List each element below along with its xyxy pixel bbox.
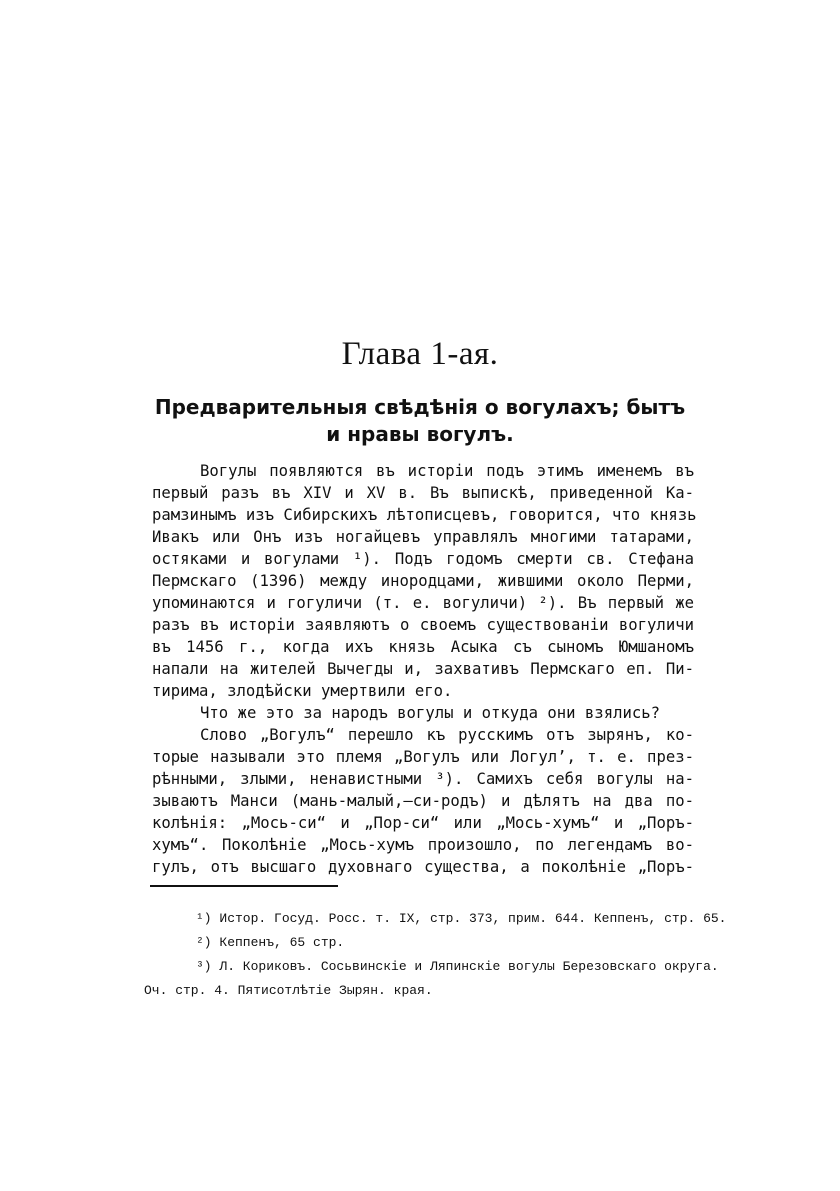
text-line: Пермскаго (1396) между инородцами, жившими около Перми, [152,572,694,590]
footnotes [144,907,727,1003]
text-line: торые называли это племя „Вогулъ или Логул’, т. е. през- [152,748,694,766]
footnote: ²) Кеппенъ, 65 стр. [196,935,345,950]
text-line: въ 1456 г., когда ихъ князь Асыка съ сыномъ Юмшаномъ [152,638,694,656]
footnote-divider [150,885,338,887]
chapter-title: Глава 1-ая. [341,336,499,372]
footnote: ³) Л. Кориковъ. Сосьвинскіе и Ляпинскіе вогулы Березовскаго округа. [196,959,719,974]
text-line: Ивакъ или Онъ изъ ногайцевъ управлялъ многими татарами, [152,528,694,546]
footnote: Оч. стр. 4. Пятисотлѣтіе Зырян. края. [144,983,433,998]
text-line: рѣнными, злыми, ненавистными ³). Самихъ себя вогулы на- [152,770,694,788]
text-line: рамзинымъ изъ Сибирскихъ лѣтописцевъ, говорится, что князь [152,506,697,524]
text-line: упоминаются и гогуличи (т. е. вогуличи) ²). Въ первый же [152,594,694,612]
footnote: ¹) Истор. Госуд. Росс. т. IX, стр. 373, прим. 644. Кеппенъ, стр. 65. [196,911,727,926]
text-line: разъ въ исторіи заявляютъ о своемъ существованіи вогуличи [152,616,694,634]
text-line: остяками и вогулами ¹). Подъ годомъ смерти св. Стефана [152,550,694,568]
subtitle-line: и нравы вогулъ. [326,422,514,446]
text-line: тирима, злодѣйски умертвили его. [152,682,453,700]
text-line: хумъ“. Поколѣніе „Мось-хумъ произошло, по легендамъ во- [152,836,694,854]
subtitle-line: Предварительныя свѣдѣнія о вогулахъ; бытъ [154,395,686,419]
text-line: напали на жителей Вычегды и, захвативъ Пермскаго еп. Пи- [152,660,694,678]
text-line: Что же это за народъ вогулы и откуда они взялись? [200,704,661,722]
text-line: Слово „Вогулъ“ перешло къ русскимъ отъ зырянъ, ко- [200,726,694,744]
text-line: гулъ, отъ высшаго духовнаго существа, а поколѣніе „Поръ- [152,858,694,876]
text-line: первый разъ въ XIV и XV в. Въ выпискѣ, приведенной Ка- [152,484,694,502]
chapter-subtitle [140,394,700,448]
text-line: колѣнія: „Мось-си“ и „Пор-си“ или „Мось-хумъ“ и „Поръ- [152,814,694,832]
text-line: Вогулы появляются въ исторіи подъ этимъ именемъ въ [200,462,694,480]
text-line: зываютъ Манси (мань-малый,—си-родъ) и дѣлятъ на два по- [152,792,694,810]
body-text [152,460,697,878]
